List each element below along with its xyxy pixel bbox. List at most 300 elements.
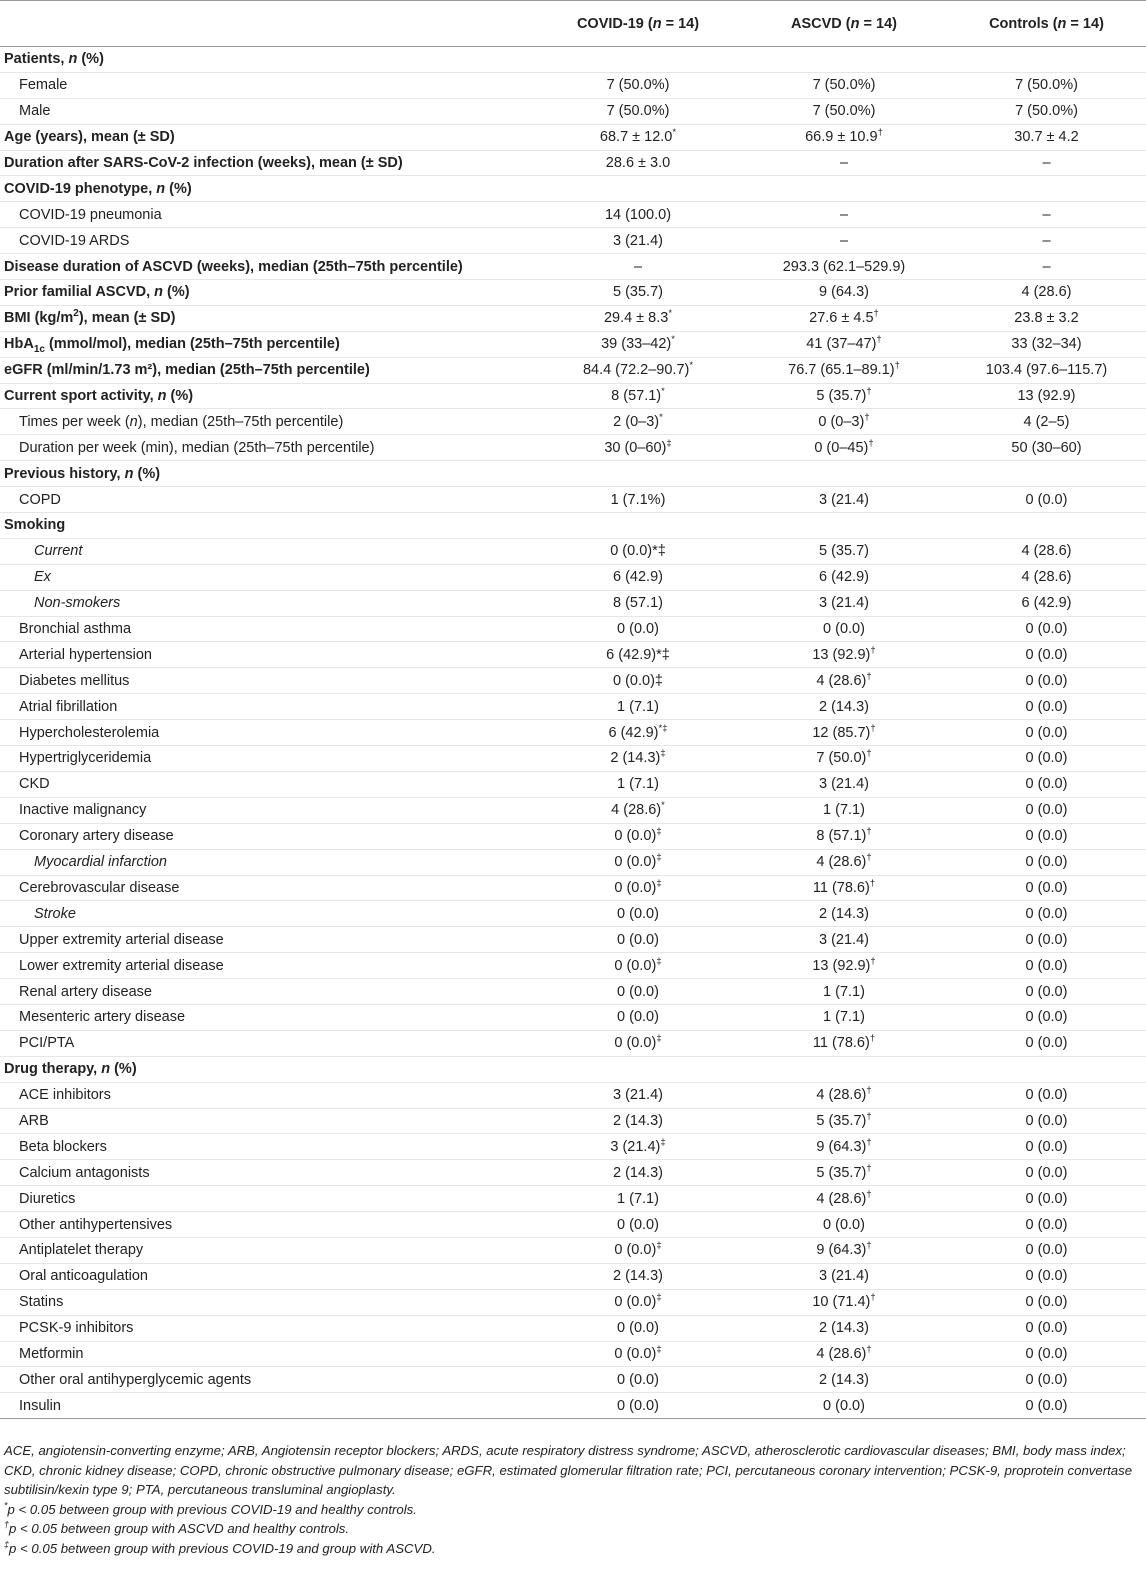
table-row [0, 1160, 1146, 1186]
cell-value: 2 (14.3) [613, 1112, 663, 1129]
value-cell-3 [947, 1082, 1146, 1108]
row-label-text: Arterial hypertension [19, 646, 152, 663]
row-label-italic: n [124, 465, 134, 482]
significance-mark: † [868, 437, 874, 449]
row-label [0, 1367, 535, 1393]
table-row [0, 849, 1146, 875]
row-label [0, 1134, 535, 1160]
cell-value: 2 (14.3) [819, 905, 869, 922]
value-cell-2 [741, 202, 947, 228]
row-label [0, 383, 535, 409]
table-row [0, 47, 1146, 73]
value-cell-3 [947, 979, 1146, 1005]
value-cell-2 [741, 1160, 947, 1186]
row-label [0, 1030, 535, 1056]
significance-mark: * [661, 386, 665, 398]
value-cell-3 [947, 590, 1146, 616]
value-cell-3 [947, 98, 1146, 124]
value-cell-3 [947, 1263, 1146, 1289]
row-label [0, 668, 535, 694]
row-label-text: Insulin [19, 1397, 61, 1414]
cell-value: 0 (0.0) [614, 1242, 657, 1259]
cell-value: 0 (0.0) [617, 1216, 659, 1233]
value-cell-3 [947, 357, 1146, 383]
cell-value: 0 (0.0) [1025, 698, 1068, 715]
row-label-text: Renal artery disease [19, 983, 152, 1000]
significance-mark: † [866, 1085, 872, 1097]
cell-value: 13 (92.9) [1017, 388, 1076, 405]
value-cell-1 [535, 331, 741, 357]
cell-value: – [1042, 232, 1051, 249]
table-row [0, 1030, 1146, 1056]
significance-mark: ‡ [656, 1033, 662, 1045]
significance-mark: † [873, 308, 879, 320]
table-row [0, 1237, 1146, 1263]
value-cell-1 [535, 1393, 741, 1419]
cell-value: 2 (14.3) [819, 1371, 869, 1388]
value-cell-2 [741, 590, 947, 616]
column-header-2: ASCVD (n = 14) [741, 1, 947, 47]
value-cell-1 [535, 538, 741, 564]
cell-value: 293.3 (62.1–529.9) [782, 258, 906, 275]
cell-value: 7 (50.0%) [1015, 103, 1078, 120]
column-n-label: n [1057, 15, 1067, 32]
value-cell-3 [947, 1341, 1146, 1367]
significance-mark: ‡ [656, 1344, 662, 1356]
row-label-text: Diuretics [19, 1190, 76, 1207]
value-cell-1 [535, 254, 741, 280]
value-cell-3 [947, 694, 1146, 720]
cell-value: 0 (0.0) [617, 1009, 659, 1026]
value-cell-1 [535, 590, 741, 616]
table-row [0, 1004, 1146, 1030]
value-cell-2 [741, 305, 947, 331]
row-label-text: COVID-19 phenotype, [4, 180, 157, 197]
value-cell-3 [947, 564, 1146, 590]
value-cell-2 [741, 538, 947, 564]
table-row [0, 979, 1146, 1005]
row-label-tail: (%) [165, 180, 192, 197]
value-cell-2 [741, 901, 947, 927]
row-label-italic: n [156, 180, 166, 197]
table-row [0, 616, 1146, 642]
row-label [0, 1108, 535, 1134]
value-cell-2 [741, 849, 947, 875]
value-cell-2 [741, 176, 947, 202]
cell-value: – [633, 258, 643, 275]
row-label [0, 409, 535, 435]
value-cell-3 [947, 1134, 1146, 1160]
row-label [0, 953, 535, 979]
value-cell-3 [947, 616, 1146, 642]
row-label-text: Coronary artery disease [19, 828, 174, 845]
note-text: p < 0.05 between group with ASCVD and healthy controls. [9, 1521, 350, 1536]
table-row [0, 1108, 1146, 1134]
value-cell-1 [535, 409, 741, 435]
row-label-italic: n [68, 51, 78, 68]
significance-mark: † [870, 645, 876, 657]
value-cell-2 [741, 1237, 947, 1263]
value-cell-2 [741, 746, 947, 772]
value-cell-3 [947, 720, 1146, 746]
value-cell-2 [741, 150, 947, 176]
significance-mark: † [870, 955, 876, 967]
value-cell-3 [947, 254, 1146, 280]
row-label [0, 1237, 535, 1263]
cell-value: 0 (0.0) [1025, 1268, 1068, 1285]
table-row [0, 1367, 1146, 1393]
value-cell-1 [535, 1263, 741, 1289]
cell-value: 0 (0.0) [1025, 776, 1068, 793]
row-label [0, 849, 535, 875]
cell-value: 5 (35.7) [816, 1164, 867, 1181]
row-label [0, 228, 535, 254]
cell-value: 0 (0.0) [1025, 1164, 1068, 1181]
row-label-text: Mesenteric artery disease [19, 1009, 186, 1026]
table-row [0, 771, 1146, 797]
row-label [0, 1056, 535, 1082]
row-label [0, 305, 535, 331]
significance-mark: † [866, 852, 872, 864]
value-cell-1 [535, 746, 741, 772]
cell-value: 7 (50.0%) [1015, 77, 1078, 94]
value-cell-3 [947, 1315, 1146, 1341]
value-cell-2 [741, 513, 947, 539]
cell-value: 13 (92.9) [812, 646, 871, 663]
table-row [0, 1056, 1146, 1082]
cell-value: 76.7 (65.1–89.1) [788, 362, 895, 379]
cell-value: 6 (42.9) [1021, 595, 1072, 612]
value-cell-2 [741, 797, 947, 823]
significance-mark: * [661, 800, 665, 812]
value-cell-3 [947, 1004, 1146, 1030]
cell-value: 4 (2–5) [1023, 413, 1070, 430]
significance-notes [4, 1500, 1142, 1559]
value-cell-2 [741, 875, 947, 901]
row-label [0, 1186, 535, 1212]
significance-mark: ‡ [656, 1292, 662, 1304]
value-cell-2 [741, 1289, 947, 1315]
cell-value: – [839, 232, 849, 249]
row-label-italic: n [129, 413, 138, 430]
cell-value: 6 (42.9)*‡ [606, 646, 670, 663]
row-label [0, 357, 535, 383]
cell-value: 3 (21.4) [819, 1268, 869, 1285]
table-row [0, 1134, 1146, 1160]
row-label-text: COVID-19 ARDS [19, 232, 130, 249]
value-cell-1 [535, 771, 741, 797]
value-cell-2 [741, 228, 947, 254]
row-label-text: Disease duration of ASCVD (weeks), median (25th–75th percentile) [4, 258, 463, 275]
row-label [0, 280, 535, 306]
row-label-text: PCI/PTA [19, 1035, 75, 1052]
value-cell-1 [535, 927, 741, 953]
row-label-text: Current sport activity, [4, 388, 158, 405]
column-n-label: n [850, 15, 860, 32]
cell-value: 1 (7.1) [617, 698, 659, 715]
significance-note [4, 1500, 1142, 1520]
significance-mark: * [668, 308, 673, 320]
value-cell-1 [535, 1030, 741, 1056]
value-cell-1 [535, 228, 741, 254]
value-cell-3 [947, 901, 1146, 927]
value-cell-1 [535, 1082, 741, 1108]
cell-value: 4 (28.6) [1021, 569, 1072, 586]
value-cell-3 [947, 849, 1146, 875]
cell-value: 3 (21.4) [819, 931, 869, 948]
row-label-text: Statins [19, 1294, 64, 1311]
significance-note [4, 1539, 1142, 1559]
value-cell-3 [947, 746, 1146, 772]
value-cell-2 [741, 1367, 947, 1393]
table-row [0, 1289, 1146, 1315]
table-row [0, 694, 1146, 720]
cell-value: 0 (0.0) [1025, 854, 1068, 871]
significance-mark: ‡ [666, 437, 672, 449]
row-label [0, 590, 535, 616]
cell-value: 8 (57.1) [613, 595, 663, 612]
row-label-text: Other antihypertensives [19, 1216, 173, 1233]
row-label-text: Duration after SARS-CoV-2 infection (weeks), mean (± SD) [4, 155, 403, 171]
row-label [0, 150, 535, 176]
header-row [0, 1, 1146, 47]
row-label-italic: n [157, 388, 167, 405]
value-cell-1 [535, 979, 741, 1005]
cell-value: 0 (0.0) [1025, 1087, 1068, 1104]
table-row [0, 487, 1146, 513]
value-cell-1 [535, 1160, 741, 1186]
row-label-text: Myocardial infarction [34, 854, 167, 871]
cell-value: 41 (37–47) [806, 336, 877, 353]
table-row [0, 228, 1146, 254]
table-row [0, 823, 1146, 849]
row-label-text: HbA [4, 336, 34, 353]
table-row [0, 513, 1146, 539]
cell-value: 0 (0.0) [1025, 646, 1068, 663]
row-label-text: Lower extremity arterial disease [19, 957, 224, 974]
cell-value: 0 (0.0) [1025, 1190, 1068, 1207]
cell-value: 9 (64.3) [816, 1242, 867, 1259]
cell-value: 0 (0.0) [617, 621, 659, 638]
table-row [0, 280, 1146, 306]
value-cell-2 [741, 1056, 947, 1082]
value-cell-3 [947, 409, 1146, 435]
value-cell-3 [947, 383, 1146, 409]
row-label [0, 176, 535, 202]
cell-value: 0 (0.0)*‡ [610, 543, 666, 560]
row-label-tail: (%) [166, 388, 194, 405]
cell-value: 10 (71.4) [812, 1294, 871, 1311]
cell-value: 0 (0.0) [617, 983, 659, 1000]
value-cell-2 [741, 979, 947, 1005]
value-cell-1 [535, 383, 741, 409]
table-row [0, 1341, 1146, 1367]
cell-value: 27.6 ± 4.5 [809, 310, 874, 327]
cell-value: 0 (0.0) [614, 879, 657, 896]
significance-mark: † [866, 1188, 872, 1200]
row-label [0, 461, 535, 487]
value-cell-1 [535, 98, 741, 124]
cell-value: 6 (42.9) [819, 569, 869, 586]
row-label-italic: n [101, 1061, 111, 1078]
significance-mark: ‡ [656, 852, 662, 864]
value-cell-3 [947, 1367, 1146, 1393]
row-label-text: Patients, [4, 51, 69, 68]
note-mark: ‡ [4, 1539, 10, 1550]
cell-value: 0 (0.0) [617, 1397, 659, 1414]
value-cell-3 [947, 176, 1146, 202]
cell-value: 1 (7.1) [617, 776, 659, 793]
value-cell-1 [535, 1237, 741, 1263]
value-cell-2 [741, 642, 947, 668]
cell-value: 0 (0.0) [1025, 1397, 1068, 1414]
significance-mark: † [870, 722, 876, 734]
row-label [0, 694, 535, 720]
value-cell-2 [741, 694, 947, 720]
value-cell-2 [741, 1186, 947, 1212]
row-label-text: COPD [19, 491, 61, 508]
row-label [0, 331, 535, 357]
row-label-text: Smoking [4, 517, 66, 534]
row-label-text: PCSK-9 inhibitors [19, 1320, 134, 1337]
significance-mark: † [866, 386, 872, 398]
cell-value: 0 (0.0) [1025, 957, 1068, 974]
value-cell-1 [535, 875, 741, 901]
significance-mark: * [689, 360, 694, 372]
table-row [0, 1212, 1146, 1238]
row-label-text: CKD [19, 776, 50, 793]
value-cell-1 [535, 849, 741, 875]
cell-value: 14 (100.0) [604, 206, 672, 223]
value-cell-3 [947, 435, 1146, 461]
value-cell-1 [535, 797, 741, 823]
value-cell-1 [535, 668, 741, 694]
value-cell-2 [741, 331, 947, 357]
cell-value: 7 (50.0%) [812, 77, 876, 94]
row-label [0, 538, 535, 564]
column-header-3: Controls (n = 14) [947, 1, 1146, 47]
cell-value: 12 (85.7) [812, 724, 871, 741]
row-label-tail: (%) [163, 284, 190, 301]
value-cell-1 [535, 513, 741, 539]
table-row [0, 590, 1146, 616]
column-n-value: = 14 [859, 15, 893, 32]
cell-value: 0 (0.0)‡ [613, 672, 663, 689]
cell-value: 0 (0.0) [1025, 1112, 1068, 1129]
significance-mark: * [659, 412, 663, 424]
value-cell-1 [535, 72, 741, 98]
value-cell-1 [535, 720, 741, 746]
column-n-label: n [652, 15, 662, 32]
table-row [0, 202, 1146, 228]
row-label-tail: (%) [133, 465, 161, 482]
cell-value: 0 (0.0) [614, 1345, 657, 1362]
cell-value: 4 (28.6) [816, 1345, 867, 1362]
cell-value: 3 (21.4) [819, 491, 869, 508]
value-cell-1 [535, 1004, 741, 1030]
value-cell-1 [535, 47, 741, 73]
cell-value: 8 (57.1) [611, 388, 662, 405]
cell-value: 0 (0.0) [1025, 491, 1068, 508]
table-row [0, 953, 1146, 979]
cell-value: 2 (14.3) [613, 1164, 663, 1181]
cell-value: 39 (33–42) [601, 336, 672, 353]
value-cell-3 [947, 953, 1146, 979]
row-label-text: Prior familial ASCVD, [4, 284, 155, 301]
row-label [0, 98, 535, 124]
value-cell-1 [535, 823, 741, 849]
value-cell-3 [947, 150, 1146, 176]
table-row [0, 435, 1146, 461]
column-header-1: COVID-19 (n = 14) [535, 1, 741, 47]
significance-mark: † [866, 748, 872, 760]
significance-mark: † [876, 334, 882, 346]
cell-value: 13 (92.9) [812, 957, 871, 974]
cell-value: 0 (0.0) [1025, 621, 1068, 638]
row-label [0, 823, 535, 849]
row-label-text: Other oral antihyperglycemic agents [19, 1371, 252, 1388]
abbreviations-note: ACE, angiotensin-converting enzyme; ARB, Angiotensin receptor blockers; ARDS, acute respiratory distress syndrome; ASCVD, atherosclerotic cardiovascular diseases; BMI, body mass index; CKD, chronic kidney disease; COPD, chronic obstructive pulmonary disease; eGFR, estimated glomerular filtration rate; PCI, percutaneous coronary intervention; PCSK-9, proprotein convertase subtilisin/kexin type 9; PTA, percutaneous transluminal angioplasty. [4, 1443, 1133, 1497]
note-text: p < 0.05 between group with previous COVID-19 and healthy controls. [7, 1501, 417, 1517]
value-cell-3 [947, 797, 1146, 823]
row-label-text: Times per week ( [19, 413, 130, 430]
value-cell-3 [947, 280, 1146, 306]
cell-value: 1 (7.1%) [610, 491, 666, 508]
value-cell-1 [535, 1056, 741, 1082]
row-label-text: Previous history, [4, 465, 125, 482]
value-cell-2 [741, 1082, 947, 1108]
value-cell-3 [947, 487, 1146, 513]
significance-mark: ‡ [660, 748, 666, 760]
row-label-text: COVID-19 pneumonia [19, 206, 162, 223]
cell-value: 103.4 (97.6–115.7) [985, 362, 1108, 379]
row-label-text: Current [34, 543, 83, 560]
row-label [0, 564, 535, 590]
value-cell-2 [741, 435, 947, 461]
note-mark: † [4, 1519, 10, 1530]
table-row [0, 150, 1146, 176]
value-cell-2 [741, 1315, 947, 1341]
cell-value: 4 (28.6) [1021, 284, 1072, 301]
cell-value: 50 (30–60) [1011, 439, 1082, 456]
value-cell-2 [741, 1134, 947, 1160]
value-cell-3 [947, 1393, 1146, 1419]
value-cell-2 [741, 1263, 947, 1289]
value-cell-1 [535, 1134, 741, 1160]
cell-value: 5 (35.7) [816, 388, 867, 405]
cell-value: 4 (28.6) [611, 802, 662, 819]
value-cell-3 [947, 228, 1146, 254]
cell-value: 2 (14.3) [819, 698, 869, 715]
significance-mark: † [869, 878, 876, 890]
row-label-text: Metformin [19, 1345, 84, 1362]
value-cell-3 [947, 1108, 1146, 1134]
significance-mark: † [866, 826, 872, 838]
cell-value: 7 (50.0) [816, 750, 867, 767]
column-n-value: = 14 [1066, 15, 1100, 32]
significance-mark: ‡ [656, 1240, 662, 1252]
significance-mark: ‡ [656, 878, 662, 890]
column-name: ASCVD [791, 15, 842, 32]
value-cell-2 [741, 1393, 947, 1419]
note-mark: * [4, 1500, 8, 1511]
row-label-text: Calcium antagonists [19, 1164, 150, 1181]
row-label [0, 901, 535, 927]
value-cell-2 [741, 357, 947, 383]
row-label [0, 124, 535, 150]
value-cell-2 [741, 564, 947, 590]
value-cell-2 [741, 487, 947, 513]
